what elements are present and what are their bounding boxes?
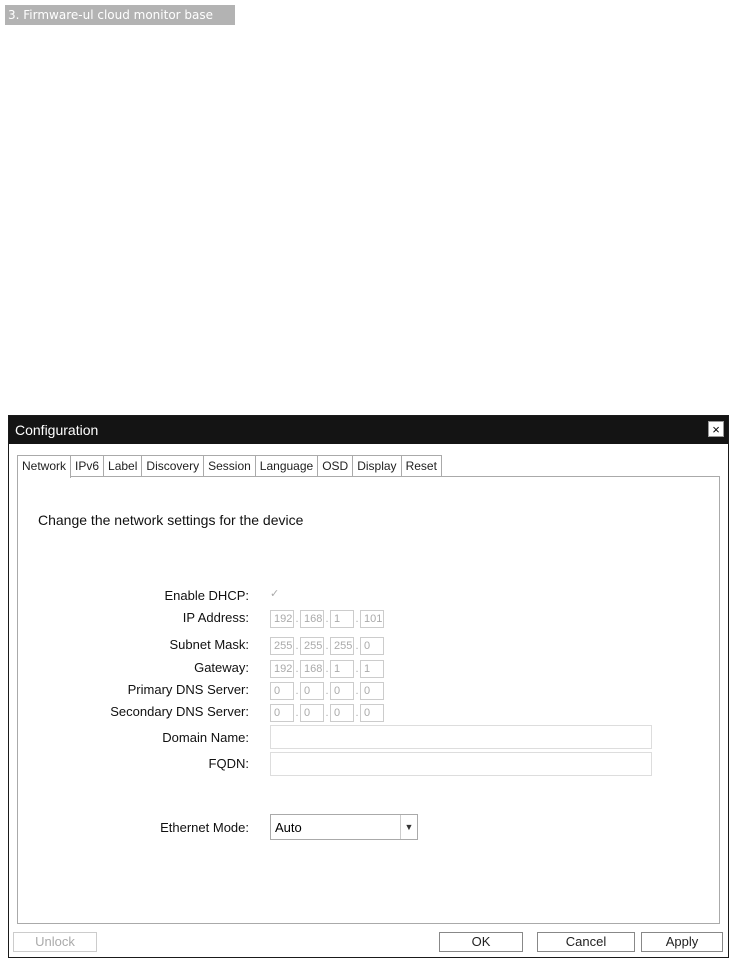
octet-separator: . <box>355 685 359 697</box>
network-panel <box>17 476 720 924</box>
octet-separator: . <box>325 640 329 652</box>
ethernet-mode-select[interactable] <box>270 814 418 840</box>
ok-button[interactable]: OK <box>439 932 523 952</box>
subnet-mask-label: Subnet Mask: <box>169 637 249 652</box>
domain-name-input[interactable] <box>270 725 652 749</box>
secondary-dns-octet-4[interactable]: 0 <box>360 704 384 722</box>
enable-dhcp-label: Enable DHCP: <box>164 588 249 603</box>
octet-separator: . <box>355 613 359 625</box>
secondary-dns-field <box>270 704 384 722</box>
tab-display[interactable]: Display <box>353 455 401 477</box>
secondary-dns-octet-2[interactable]: 0 <box>300 704 324 722</box>
subnet-mask-octet-3[interactable]: 255 <box>330 637 354 655</box>
chevron-down-icon[interactable]: ▼ <box>400 815 417 839</box>
dialog-title: Configuration <box>15 422 99 438</box>
octet-separator: . <box>295 640 299 652</box>
primary-dns-octet-1[interactable]: 0 <box>270 682 294 700</box>
octet-separator: . <box>355 640 359 652</box>
apply-button[interactable]: Apply <box>641 932 723 952</box>
ip-address-label: IP Address: <box>182 610 249 625</box>
gateway-octet-2[interactable]: 168 <box>300 660 324 678</box>
tab-ipv6[interactable]: IPv6 <box>71 455 104 477</box>
gateway-octet-4[interactable]: 1 <box>360 660 384 678</box>
subnet-mask-field <box>270 637 384 655</box>
tab-session[interactable]: Session <box>204 455 256 477</box>
octet-separator: . <box>325 685 329 697</box>
tab-language[interactable]: Language <box>256 455 318 477</box>
gateway-label: Gateway: <box>194 660 249 675</box>
fqdn-input[interactable] <box>270 752 652 776</box>
tab-reset[interactable]: Reset <box>402 455 442 477</box>
octet-separator: . <box>325 613 329 625</box>
panel-description: Change the network settings for the device <box>38 512 304 528</box>
tab-osd[interactable]: OSD <box>318 455 353 477</box>
configuration-dialog <box>8 415 729 958</box>
tab-bar <box>17 455 442 477</box>
cancel-button[interactable]: Cancel <box>537 932 635 952</box>
tab-network[interactable]: Network <box>17 455 71 478</box>
primary-dns-octet-4[interactable]: 0 <box>360 682 384 700</box>
ethernet-mode-label: Ethernet Mode: <box>160 820 249 835</box>
octet-separator: . <box>355 707 359 719</box>
ip-address-field <box>270 610 384 628</box>
gateway-field <box>270 660 384 678</box>
ethernet-mode-value: Auto <box>275 820 302 835</box>
octet-separator: . <box>295 707 299 719</box>
domain-name-label: Domain Name: <box>162 730 249 745</box>
ip-address-octet-4[interactable]: 101 <box>360 610 384 628</box>
ip-address-octet-1[interactable]: 192 <box>270 610 294 628</box>
gateway-octet-1[interactable]: 192 <box>270 660 294 678</box>
secondary-dns-octet-1[interactable]: 0 <box>270 704 294 722</box>
subnet-mask-octet-2[interactable]: 255 <box>300 637 324 655</box>
gateway-octet-3[interactable]: 1 <box>330 660 354 678</box>
ip-address-octet-2[interactable]: 168 <box>300 610 324 628</box>
octet-separator: . <box>325 707 329 719</box>
fqdn-label: FQDN: <box>208 756 249 771</box>
primary-dns-field <box>270 682 384 700</box>
subnet-mask-octet-1[interactable]: 255 <box>270 637 294 655</box>
octet-separator: . <box>295 663 299 675</box>
primary-dns-octet-2[interactable]: 0 <box>300 682 324 700</box>
close-icon[interactable]: × <box>708 421 724 437</box>
tab-label[interactable]: Label <box>104 455 142 477</box>
title-bar <box>9 416 728 444</box>
secondary-dns-label: Secondary DNS Server: <box>110 704 249 719</box>
octet-separator: . <box>295 685 299 697</box>
tab-discovery[interactable]: Discovery <box>142 455 204 477</box>
page-caption: 3. Firmware-ul cloud monitor base <box>5 5 235 25</box>
enable-dhcp-checkbox[interactable]: ✓ <box>270 588 280 600</box>
unlock-button[interactable]: Unlock <box>13 932 97 952</box>
primary-dns-octet-3[interactable]: 0 <box>330 682 354 700</box>
octet-separator: . <box>355 663 359 675</box>
octet-separator: . <box>295 613 299 625</box>
ip-address-octet-3[interactable]: 1 <box>330 610 354 628</box>
octet-separator: . <box>325 663 329 675</box>
secondary-dns-octet-3[interactable]: 0 <box>330 704 354 722</box>
subnet-mask-octet-4[interactable]: 0 <box>360 637 384 655</box>
primary-dns-label: Primary DNS Server: <box>127 682 249 697</box>
